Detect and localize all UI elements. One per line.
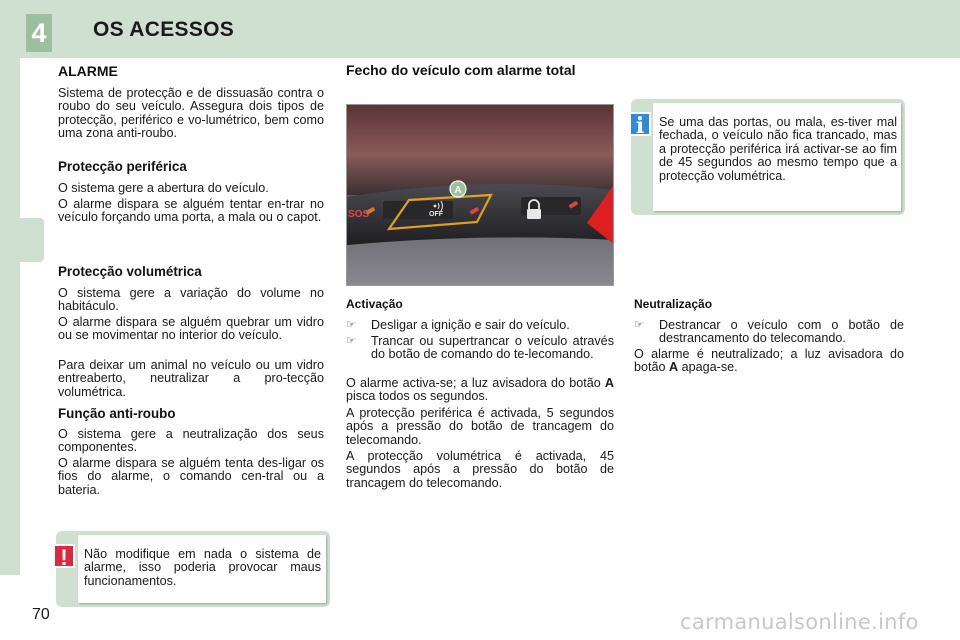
- periferica-text-1: O sistema gere a abertura do veículo.: [58, 181, 269, 195]
- alarm-button-photo: [346, 104, 614, 286]
- info-note: [631, 99, 905, 215]
- activation-text: O alarme activa-se; a luz avisadora do botão A pisca todos os segundos.: [346, 376, 614, 404]
- chapter-number: 4: [26, 14, 52, 52]
- pointing-hand-icon: ☞: [634, 319, 644, 331]
- periferica-text-2: O alarme dispara se alguém tentar en-trar no veículo forçando uma porta, a mala ou o capot.: [58, 197, 324, 225]
- alarme-title: ALARME: [58, 63, 118, 79]
- chapter-side-tab: [0, 218, 44, 262]
- volumetrica-text-3: Para deixar um animal no veículo ou um vidro entreaberto, neutralizar a pro-tecção volumétrica.: [58, 358, 324, 399]
- pointing-hand-icon: ☞: [346, 335, 356, 347]
- volumetrica-text-1: O sistema gere a variação do volume no habitáculo.: [58, 286, 324, 314]
- pointing-hand-icon: ☞: [346, 319, 356, 331]
- neutralization-text: O alarme é neutralizado; a luz avisadora do botão A apaga-se.: [634, 347, 904, 375]
- info-text: Se uma das portas, ou mala, es-tiver mal fechada, o veículo não fica trancado, mas a protecção periférica irá activar-se ao fim de 45 segundos ao mesmo tempo que a protecção volumétrica.: [659, 115, 897, 183]
- left-margin-band: [0, 0, 20, 575]
- antiroubo-title: Função anti-roubo: [58, 406, 176, 421]
- warning-icon: !: [53, 544, 75, 568]
- neutralizacao-title: Neutralização: [634, 297, 713, 311]
- alarm-button-illustration: [347, 105, 614, 286]
- perimeter-activation-text: A protecção periférica é activada, 5 segundos após a pressão do botão de trancagem do telecomando.: [346, 406, 614, 447]
- volumetrica-text-2: O alarme dispara se alguém quebrar um vidro ou se movimentar no interior do veículo.: [58, 315, 324, 343]
- warning-note: [56, 531, 330, 607]
- info-icon: i: [629, 112, 651, 136]
- button-a-marker: A: [454, 185, 462, 196]
- activation-step-1: ☞ Desligar a ignição e sair do veículo.: [346, 318, 570, 332]
- site-watermark: carmanualsonline.info: [680, 610, 919, 634]
- fecho-title: Fecho do veículo com alarme total: [346, 62, 576, 78]
- antiroubo-text-2: O alarme dispara se alguém tenta des-ligar os fios do alarme, o comando cen-tral ou a bateria.: [58, 456, 324, 497]
- alarme-text: Sistema de protecção e de dissuasão contra o roubo do seu veículo. Assegura dois tipos de protecção, periférico e vo-lumétrico, bem como uma zona anti-roubo.: [58, 86, 324, 141]
- off-label: OFF: [429, 211, 443, 218]
- volumetric-activation-text: A protecção volumétrica é activada, 45 segundos após a pressão do botão de trancagem do telecomando.: [346, 449, 614, 490]
- periferica-title: Protecção periférica: [58, 159, 187, 174]
- activacao-title: Activação: [346, 297, 403, 311]
- chapter-title: OS ACESSOS: [93, 18, 235, 41]
- activation-step-2: ☞ Trancar ou supertrancar o veículo através do botão de comando do te-lecomando.: [346, 334, 614, 362]
- sos-label: SOS: [348, 209, 370, 220]
- volumetrica-title: Protecção volumétrica: [58, 264, 202, 279]
- page-number: 70: [32, 606, 50, 623]
- warning-text: Não modifique em nada o sistema de alarme, isso poderia provocar maus funcionamentos.: [84, 547, 321, 588]
- neutralization-step: ☞ Destrancar o veículo com o botão de destrancamento do telecomando.: [634, 318, 904, 346]
- antiroubo-text-1: O sistema gere a neutralização dos seus componentes.: [58, 427, 324, 455]
